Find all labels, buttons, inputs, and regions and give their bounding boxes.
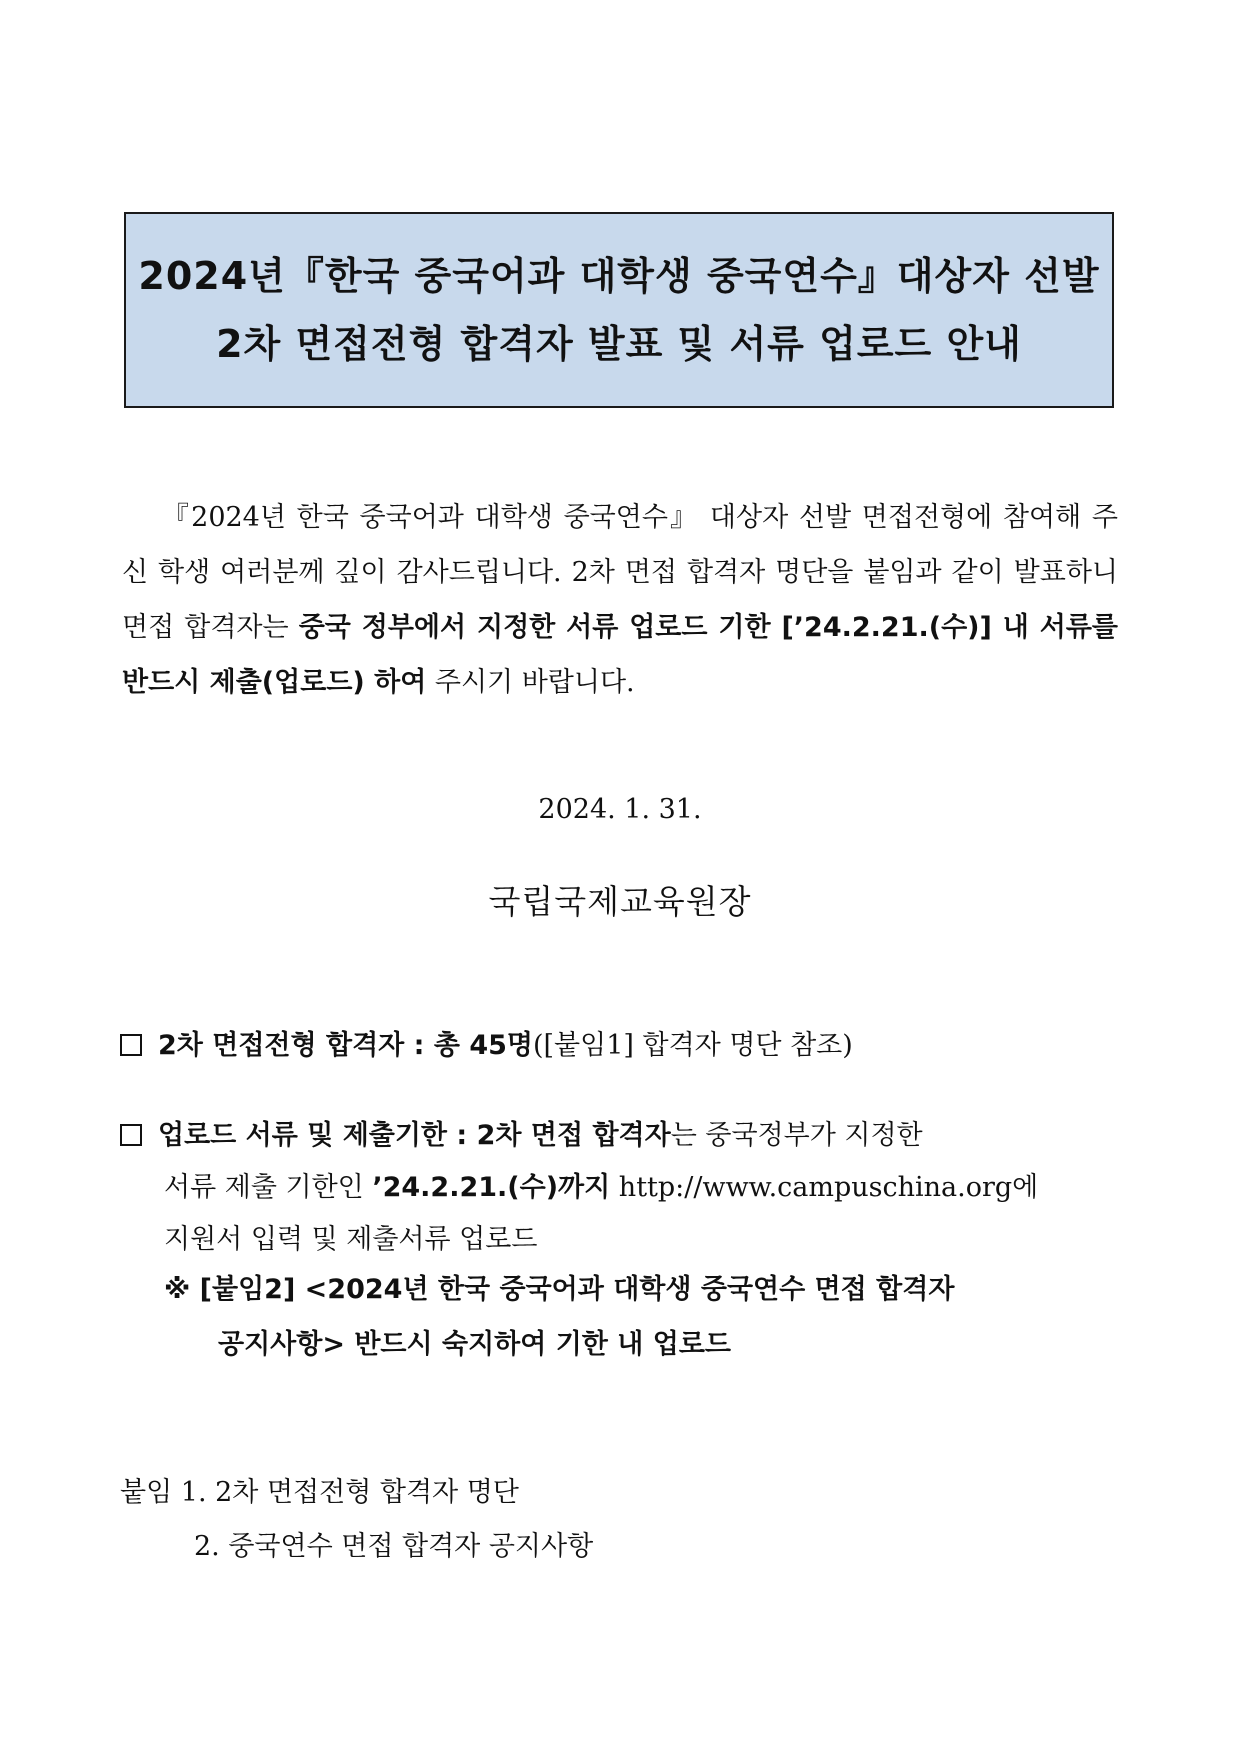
item1-bold: 2차 면접전형 합격자 : 총 45명 [158,1030,533,1061]
title-box [124,212,1114,408]
item2-rest-4: 지원서 입력 및 제출서류 업로드 [164,1224,538,1255]
title-line-1: 2024년『한국 중국어과 대학생 중국연수』대상자 선발 [138,254,1100,298]
item2-bold-1: 업로드 서류 및 제출기한 : 2차 면접 합격자 [158,1120,671,1151]
checkbox-icon [120,1034,142,1056]
item-upload-deadline [120,1110,1118,1266]
document-date: 2024. 1. 31. [538,794,702,825]
checkbox-icon [120,1124,142,1146]
attachment-item-1: 1. 2차 면접전형 합격자 명단 [180,1477,519,1508]
title-line-2: 2차 면접전형 합격자 발표 및 서류 업로드 안내 [216,322,1022,366]
item2-deadline: ’24.2.21.(수)까지 [372,1172,611,1203]
intro-text-start: 『2024년 한국 중국어과 대학생 중국연수』 대상자 선발 면접전형에 참여해 주신 학생 여러분께 깊이 감사드립니다. 2차 면접 합격자 명단을 붙임과 같이 발표하니 면접 합격자는 [122,502,1118,643]
item2-rest-2: 서류 제출 기한인 [164,1172,373,1203]
attachment-item-2: 2. 중국연수 면접 합격자 공지사항 [194,1531,594,1562]
attachments-label: 붙임 [120,1477,173,1508]
issuing-organization: 국립국제교육원장 [488,882,752,921]
intro-emphasis: 중국 정부에서 지정한 서류 업로드 기한 [’24.2.21.(수)] 내 서류를 반드시 제출(업로드) 하여 [122,612,1118,698]
intro-text-end: 주시기 바랍니다. [426,667,635,698]
note-line-2: 공지사항> 반드시 숙지하여 기한 내 업로드 [218,1329,732,1360]
intro-paragraph [122,490,1118,710]
notice-reference [164,1262,1118,1372]
item-interview-passers [120,1020,1118,1072]
item1-rest: ([붙임1] 합격자 명단 참조) [532,1030,853,1061]
note-line-1: ※ [붙임2] <2024년 한국 중국어과 대학생 중국연수 면접 합격자 [164,1274,955,1305]
attachments-list [120,1466,593,1574]
item2-website-link[interactable]: http://www.campuschina.org에 [610,1172,1039,1203]
item2-rest-1: 는 중국정부가 지정한 [670,1120,923,1151]
